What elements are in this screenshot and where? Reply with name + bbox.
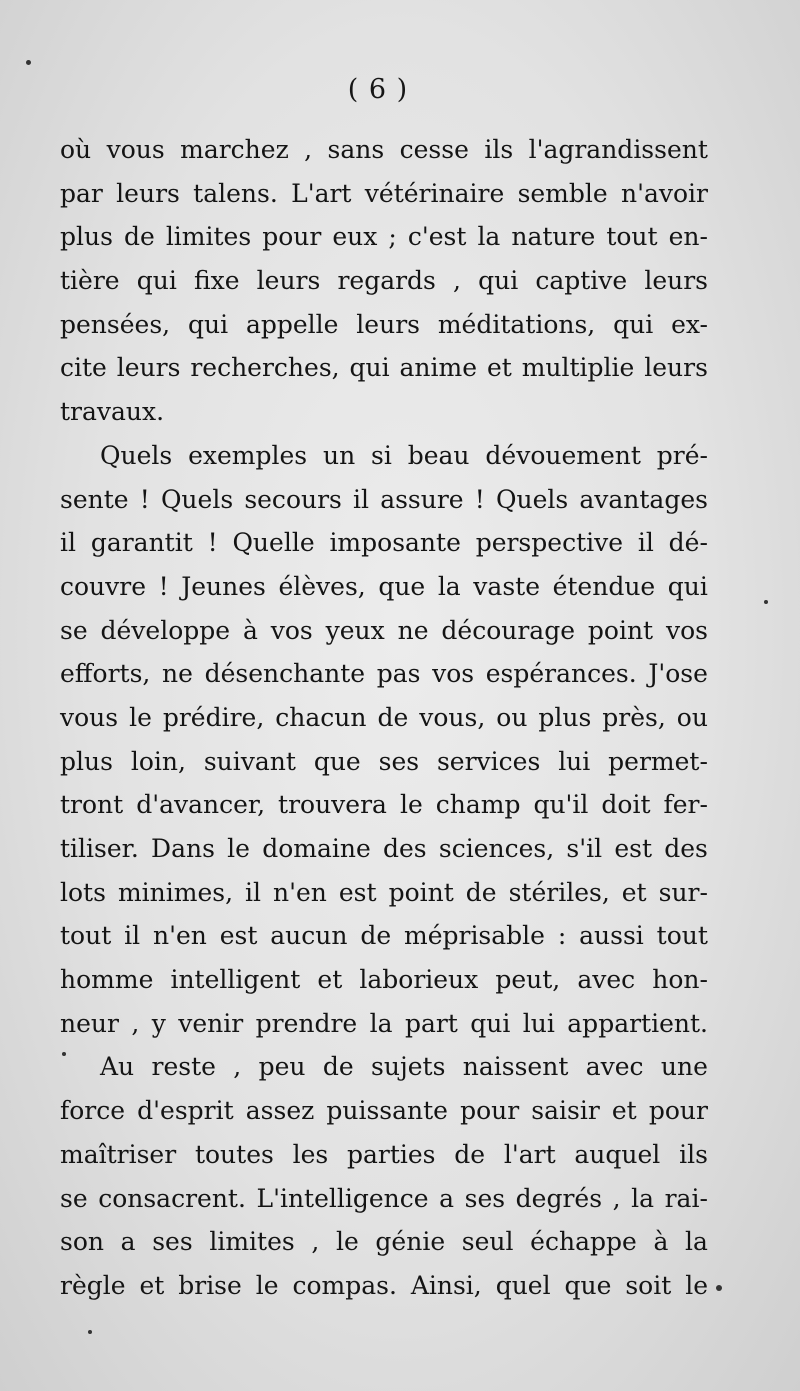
word: travaux.: [60, 397, 165, 427]
ink-speck: [26, 60, 31, 65]
word: ses: [464, 1183, 506, 1213]
word: stériles,: [508, 877, 610, 907]
word: sciences,: [438, 834, 555, 863]
word: dé-: [668, 528, 708, 558]
word: une: [660, 1052, 708, 1082]
word: efforts,: [60, 659, 151, 689]
word: vous,: [419, 702, 486, 732]
word: laborieux: [359, 965, 479, 995]
word: méditations,: [437, 309, 596, 339]
word: de: [377, 702, 409, 732]
word: n'en: [152, 921, 207, 951]
word: ses: [152, 1227, 193, 1257]
word: chacun: [275, 702, 367, 732]
text-line: [60, 521, 708, 565]
word: point: [388, 877, 454, 907]
word: venir: [178, 1008, 244, 1038]
text-line: [60, 346, 708, 390]
word: se: [60, 1183, 88, 1213]
word: brise: [178, 1270, 242, 1300]
word: !: [474, 484, 485, 514]
word: avec: [585, 1052, 644, 1082]
word: marchez: [180, 135, 289, 164]
word: des: [664, 834, 708, 863]
word: la: [437, 571, 461, 601]
word: tout: [656, 921, 708, 951]
ink-speck: [62, 1052, 66, 1056]
word: loin,: [130, 746, 186, 776]
word: n'en: [273, 877, 327, 907]
word: avec: [577, 965, 636, 995]
word: aussi: [579, 921, 644, 951]
word: ex-: [671, 309, 708, 339]
word: naissent: [462, 1052, 569, 1082]
text-line: [60, 1002, 708, 1046]
word: quel: [495, 1270, 551, 1300]
text-line: [60, 478, 708, 522]
word: ils: [484, 135, 514, 164]
word: prédire,: [162, 702, 265, 732]
word: ,: [233, 1052, 242, 1082]
word: fer-: [663, 790, 708, 820]
word: rai-: [664, 1183, 708, 1213]
word: leurs: [116, 353, 181, 383]
word: il: [60, 528, 76, 558]
word: appelle: [245, 309, 339, 339]
word: reste: [151, 1052, 216, 1082]
text-line: [60, 1220, 708, 1264]
word: a: [120, 1227, 136, 1257]
word: le: [335, 1227, 359, 1257]
text-line: [60, 958, 708, 1002]
word: consacrent.: [98, 1183, 246, 1213]
word: la: [477, 222, 501, 252]
word: qui: [349, 353, 390, 383]
word: vous: [60, 702, 119, 732]
text-line: [60, 259, 708, 303]
word: ses: [378, 746, 420, 776]
word: à: [242, 615, 258, 645]
word: a: [439, 1183, 455, 1213]
word: Quels: [160, 484, 234, 514]
word: étendue: [552, 571, 656, 601]
word: vos: [665, 615, 708, 645]
word: Jeunes: [181, 571, 266, 601]
word: vaste: [473, 571, 540, 601]
word: anime: [399, 353, 478, 383]
word: et: [139, 1270, 165, 1300]
word: J'ose: [648, 659, 708, 689]
word: parties: [346, 1139, 436, 1169]
text-line: [60, 1133, 708, 1177]
word: services: [436, 746, 541, 776]
word: part: [404, 1008, 458, 1038]
word: est: [338, 877, 377, 907]
word: d'avancer,: [136, 790, 266, 820]
word: ,: [453, 266, 461, 296]
word: fixe: [193, 266, 240, 296]
word: vous: [106, 135, 165, 164]
word: !: [139, 484, 150, 514]
word: appartient.: [567, 1008, 708, 1038]
text-line: [60, 696, 708, 740]
word: ,: [131, 1008, 140, 1038]
text-line: [60, 1264, 708, 1308]
text-line: [60, 172, 708, 216]
word: près,: [602, 702, 666, 732]
word: leurs: [644, 266, 708, 296]
word: minimes,: [117, 877, 234, 907]
word: hon-: [652, 965, 708, 995]
word: plus: [60, 746, 113, 776]
text-line: [60, 128, 708, 172]
word: qui: [667, 571, 708, 601]
word: y: [151, 1008, 166, 1038]
word: il: [124, 921, 141, 951]
word: désenchante: [204, 659, 366, 689]
word: sans: [327, 135, 385, 164]
word: qui: [187, 309, 229, 339]
text-line: [60, 434, 708, 478]
word: lui: [522, 1008, 555, 1038]
word: tout: [606, 222, 658, 252]
word: leurs: [256, 266, 321, 296]
word: couvre: [60, 571, 147, 601]
word: échappe: [530, 1227, 637, 1257]
text-line: [60, 390, 708, 434]
word: seul: [461, 1227, 514, 1257]
word: où: [60, 135, 92, 164]
word: tront: [60, 790, 124, 820]
word: et: [621, 877, 647, 907]
word: yeux: [325, 615, 385, 645]
word: si: [371, 440, 392, 470]
word: Ainsi,: [410, 1270, 482, 1300]
word: il: [353, 484, 370, 514]
text-line: [60, 740, 708, 784]
word: leurs: [356, 309, 420, 339]
word: et: [611, 1096, 637, 1126]
word: se: [60, 615, 88, 645]
word: secours: [244, 484, 342, 514]
body-text: [60, 128, 708, 1308]
text-line: [60, 215, 708, 259]
word: est: [219, 921, 258, 951]
text-line: [60, 652, 708, 696]
word: nature: [511, 222, 596, 252]
word: qui: [478, 266, 519, 296]
word: un: [322, 440, 356, 470]
word: lui: [558, 746, 591, 776]
word: regards: [337, 266, 436, 296]
word: peut,: [495, 965, 561, 995]
text-line: [60, 1177, 708, 1221]
word: est: [614, 834, 653, 863]
word: :: [557, 921, 567, 951]
word: plus: [538, 702, 592, 732]
word: et: [317, 965, 343, 995]
word: d'esprit: [137, 1096, 234, 1126]
word: intelligent: [170, 965, 301, 995]
word: n'avoir: [621, 178, 708, 208]
word: !: [158, 571, 169, 601]
text-line: [60, 565, 708, 609]
word: pensées,: [60, 309, 171, 339]
word: imposante: [329, 528, 461, 558]
text-line: [60, 609, 708, 653]
word: !: [207, 528, 218, 558]
word: champ: [435, 790, 521, 820]
word: sujets: [371, 1052, 446, 1082]
word: s'il: [566, 834, 603, 863]
word: en-: [668, 222, 708, 252]
word: leurs: [116, 178, 180, 208]
text-line: [60, 871, 708, 915]
word: compas.: [292, 1270, 397, 1300]
word: le: [399, 790, 423, 820]
word: limites: [209, 1227, 295, 1257]
word: de: [360, 921, 392, 951]
word: l'art: [503, 1139, 556, 1169]
word: ;: [388, 222, 397, 252]
word: vos: [270, 615, 313, 645]
word: la: [369, 1008, 393, 1038]
word: des: [383, 834, 427, 863]
word: neur: [60, 1008, 119, 1038]
word: force: [60, 1096, 126, 1126]
word: que: [313, 746, 361, 776]
word: plus: [60, 222, 113, 252]
word: perspective: [475, 528, 624, 558]
word: tout: [60, 921, 112, 951]
word: talens.: [193, 178, 278, 208]
word: vétérinaire: [364, 178, 505, 208]
word: sur-: [658, 877, 708, 907]
word: pas: [376, 659, 421, 689]
word: que: [378, 571, 426, 601]
word: l'agrandissent: [528, 135, 708, 164]
word: multiplie: [521, 353, 635, 383]
text-line: [60, 783, 708, 827]
word: de: [465, 877, 497, 907]
word: assure: [380, 484, 464, 514]
text-line: [60, 827, 708, 871]
word: le: [129, 702, 152, 732]
word: espérances.: [485, 659, 637, 689]
ink-speck: [88, 1330, 92, 1334]
word: prendre: [255, 1008, 358, 1038]
word: auquel: [574, 1139, 661, 1169]
word: Quels: [100, 440, 173, 470]
word: Quelle: [232, 528, 315, 558]
word: exemples: [188, 440, 308, 470]
text-line: [60, 1089, 708, 1133]
word: élèves,: [278, 571, 366, 601]
word: trouvera: [278, 790, 387, 820]
word: qui: [470, 1008, 511, 1038]
word: méprisable: [403, 921, 545, 951]
word: limites: [165, 222, 252, 252]
word: sente: [60, 484, 129, 514]
word: cesse: [399, 135, 469, 164]
word: ou: [496, 702, 528, 732]
word: permet-: [608, 746, 708, 776]
word: captive: [535, 266, 628, 296]
word: pour: [648, 1096, 708, 1126]
ink-speck: [716, 1285, 722, 1291]
word: degrés: [515, 1183, 603, 1213]
text-line: [60, 1045, 708, 1089]
word: ,: [304, 135, 313, 164]
word: homme: [60, 965, 154, 995]
word: ils: [679, 1139, 708, 1169]
word: le: [255, 1270, 279, 1300]
word: développe: [100, 615, 231, 645]
word: décourage: [441, 615, 576, 645]
word: la: [631, 1183, 655, 1213]
word: les: [292, 1139, 329, 1169]
ink-speck: [764, 600, 768, 604]
word: il: [637, 528, 654, 558]
word: assez: [245, 1096, 315, 1126]
word: et: [486, 353, 512, 383]
word: L'intelligence: [256, 1183, 429, 1213]
word: maîtriser: [60, 1139, 177, 1169]
word: pour: [262, 222, 322, 252]
word: la: [685, 1227, 708, 1257]
word: puissante: [326, 1096, 448, 1126]
word: doit: [601, 790, 651, 820]
word: ,: [612, 1183, 621, 1213]
word: domaine: [262, 834, 371, 863]
word: qu'il: [533, 790, 589, 820]
word: Dans: [151, 834, 215, 863]
word: Quels: [495, 484, 569, 514]
word: suivant: [203, 746, 296, 776]
word: recherches,: [190, 353, 340, 383]
word: semble: [517, 178, 608, 208]
word: le: [227, 834, 250, 863]
word: cite: [60, 353, 107, 383]
word: ne: [162, 659, 193, 689]
word: saisir: [531, 1096, 600, 1126]
word: qui: [136, 266, 177, 296]
word: ne: [397, 615, 429, 645]
word: pré-: [656, 440, 708, 470]
word: leurs: [644, 353, 708, 383]
word: peu: [258, 1052, 306, 1082]
word: par: [60, 178, 103, 208]
word: son: [60, 1227, 104, 1257]
word: de: [123, 222, 155, 252]
word: tière: [60, 266, 120, 296]
word: vos: [432, 659, 475, 689]
word: de: [322, 1052, 354, 1082]
word: point: [587, 615, 654, 645]
word: tiliser.: [60, 834, 139, 863]
text-line: [60, 303, 708, 347]
word: pour: [460, 1096, 520, 1126]
word: c'est: [407, 222, 467, 252]
word: eux: [332, 222, 378, 252]
word: soit: [625, 1270, 672, 1300]
word: génie: [375, 1227, 446, 1257]
word: ou: [676, 702, 708, 732]
word: toutes: [194, 1139, 274, 1169]
text-line: [60, 914, 708, 958]
word: règle: [60, 1270, 126, 1300]
word: il: [245, 877, 262, 907]
word: aucun: [270, 921, 348, 951]
page-number: ( 6 ): [347, 74, 409, 105]
word: garantit: [90, 528, 193, 558]
word: le: [685, 1270, 708, 1300]
word: beau: [407, 440, 470, 470]
word: ,: [311, 1227, 320, 1257]
word: que: [564, 1270, 612, 1300]
word: L'art: [291, 178, 352, 208]
word: Au: [100, 1052, 135, 1082]
word: avantages: [579, 484, 708, 514]
word: à: [653, 1227, 669, 1257]
word: dévouement: [485, 440, 641, 470]
word: de: [454, 1139, 486, 1169]
word: qui: [613, 309, 654, 339]
word: lots: [60, 877, 106, 907]
